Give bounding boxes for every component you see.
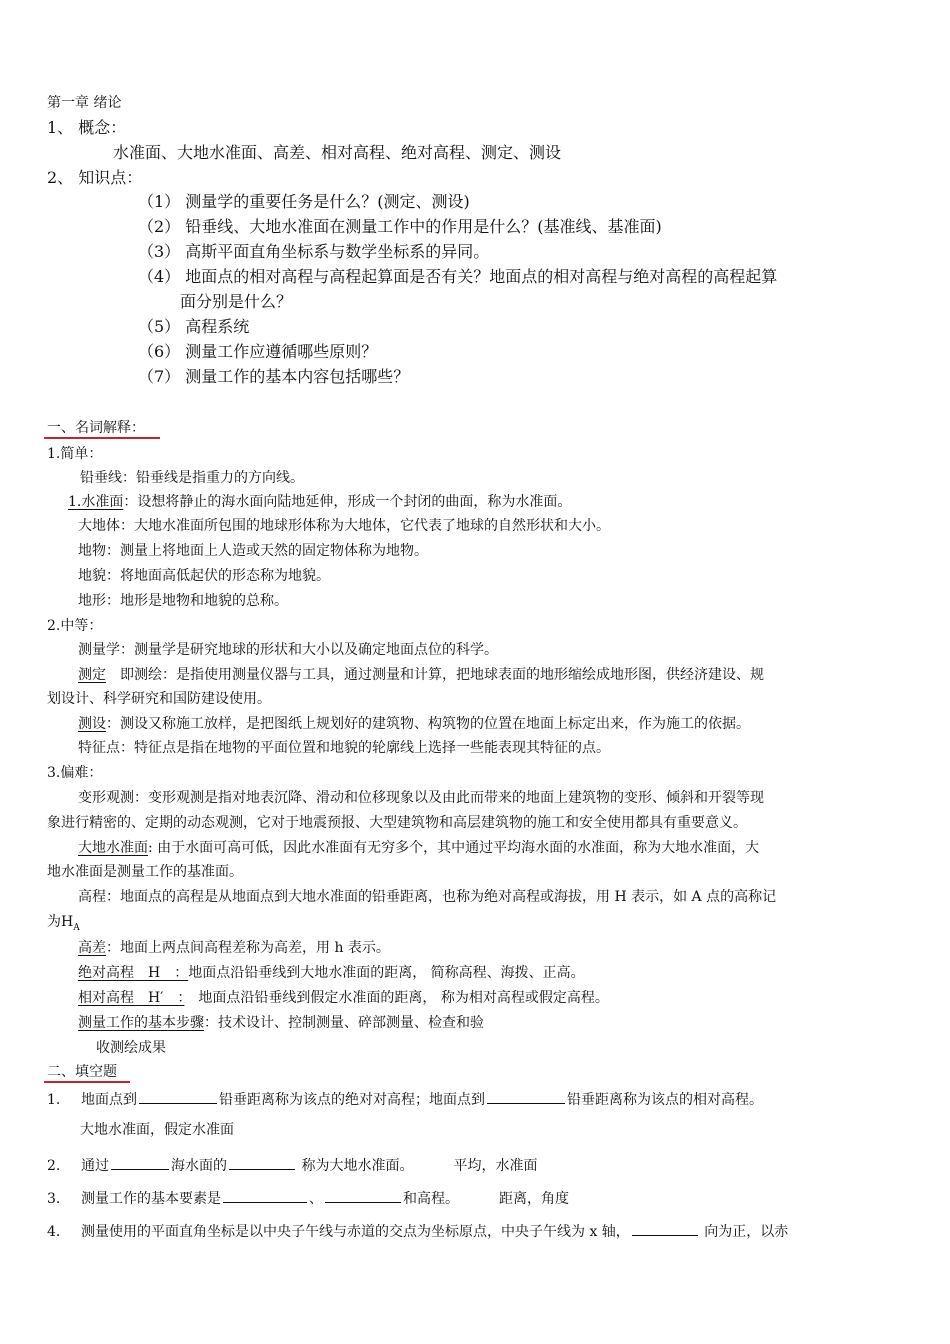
easy-label: 1.简单： — [47, 446, 103, 462]
concepts-label: 1、 概念： — [47, 118, 127, 137]
term-absolute-elevation: 绝对高程 H ：地面点沿铅垂线到大地水准面的距离， 简称高程、海拨、正高。 — [78, 965, 585, 981]
concepts-text: 水准面、大地水准面、高差、相对高程、绝对高程、测定、测设 — [113, 143, 562, 162]
term-deformation: 变形观测：变形观测是指对地表沉降、滑动和位移现象以及由此而带来的地面上建筑物的变形、倾斜和开裂等现 — [78, 790, 764, 806]
answer-blank — [325, 1188, 401, 1203]
term-geoid: 大地水准面: 由于水面可高可低，因此水准面有无穷多个，其中通过平均海水面的水准面，称为大地水准面，大 — [78, 840, 760, 856]
term-deformation-cont: 象进行精密的、定期的动态观测，它对于地震预报、大型建筑物和高层建筑物的施工和安全使用都具有重要意义。 — [47, 815, 747, 831]
knowledge-label: 2、 知识点： — [47, 168, 143, 187]
fill-heading: 二、填空题 — [47, 1064, 117, 1080]
chapter-title: 第一章 绪论 — [47, 95, 122, 111]
answer-blank — [111, 1155, 169, 1170]
knowledge-point-cont: 面分别是什么？ — [180, 292, 293, 311]
term-level-surface: 1.水准面：设想将静止的海水面向陆地延伸，形成一个封闭的曲面，称为水准面。 — [68, 494, 572, 510]
term-geoid-cont: 地水准面是测量工作的基准面。 — [47, 864, 243, 880]
term-plumb-line: 铅垂线：铅垂线是指重力的方向线。 — [80, 470, 304, 486]
answer-blank — [139, 1089, 217, 1104]
answer-blank — [632, 1221, 698, 1236]
term-elevation: 高程：地面点的高程是从地面点到大地水准面的铅垂距离，也称为绝对高程或海拔，用 H 表示，如 A 点的高称记 — [78, 889, 777, 905]
answer-blank — [487, 1089, 565, 1104]
term-measure: 测定 即测绘：是指使用测量仪器与工具，通过测量和计算，把地球表面的地形缩绘成地形图，供经济建设、规 — [78, 667, 764, 683]
term-basic-steps-cont: 收测绘成果 — [96, 1040, 166, 1056]
medium-label: 2.中等： — [47, 618, 103, 634]
question-1-answer: 大地水准面，假定水准面 — [80, 1122, 234, 1138]
term-height-diff: 高差：地面上两点间高程差称为高差，用 h 表示。 — [78, 940, 390, 956]
question-1: 1. 地面点到 铅垂距离称为该点的绝对对高程；地面点到 铅垂距离称为该点的相对高程。 — [47, 1089, 763, 1109]
hard-label: 3.偏难： — [47, 765, 103, 781]
knowledge-point: （4） 地面点的相对高程与高程起算面是否有关？地面点的相对高程与绝对高程的高程起算 — [138, 267, 778, 286]
question-3: 3. 测量工作的基本要素是 、 和高程。 距离，角度 — [47, 1188, 569, 1208]
knowledge-point: （1） 测量学的重要任务是什么？(测定、测设) — [138, 192, 470, 211]
term-key: 1.水准面 — [68, 494, 124, 510]
question-4: 4. 测量使用的平面直角坐标是以中央子午线与赤道的交点为坐标原点，中央子午线为 x 轴， 向为正，以赤 — [47, 1221, 788, 1241]
term-geoid-body: 大地体：大地水准面所包围的地球形体称为大地体，它代表了地球的自然形状和大小。 — [78, 518, 610, 534]
terms-heading: 一、名词解释： — [47, 420, 145, 436]
term-measure-cont: 划设计、科学研究和国防建设使用。 — [47, 691, 271, 707]
term-layout: 测设：测设又称施工放样，是把图纸上规划好的建筑物、构筑物的位置在地面上标定出来，作为施工的依据。 — [78, 716, 750, 732]
answer-blank — [223, 1188, 307, 1203]
term-landform: 地貌：将地面高低起伏的形态称为地貌。 — [78, 568, 330, 584]
term-elevation-cont: 为$H_A$ — [47, 914, 80, 933]
knowledge-point: （2） 铅垂线、大地水准面在测量工作中的作用是什么？(基准线、基准面) — [138, 217, 662, 236]
answer-blank — [229, 1155, 295, 1170]
term-surveying: 测量学：测量学是研究地球的形状和大小以及确定地面点位的科学。 — [78, 642, 498, 658]
heading-underline — [44, 1081, 130, 1083]
term-relative-elevation: 相对高程 H′ ： 地面点沿铅垂线到假定水准面的距离， 称为相对高程或假定高程。 — [78, 990, 609, 1006]
knowledge-point: （3） 高斯平面直角坐标系与数学坐标系的异同。 — [138, 242, 490, 261]
heading-underline — [44, 437, 160, 439]
term-ground-object: 地物：测量上将地面上人造或天然的固定物体称为地物。 — [78, 543, 428, 559]
term-feature-point: 特征点：特征点是指在地物的平面位置和地貌的轮廓线上选择一些能表现其特征的点。 — [78, 740, 610, 756]
term-basic-steps: 测量工作的基本步骤：技术设计、控制测量、碎部测量、检查和验 — [78, 1015, 484, 1031]
question-2: 2. 通过 海水面的 称为大地水准面。 平均，水准面 — [47, 1155, 537, 1175]
question-2-answer: 平均，水准面 — [453, 1158, 538, 1174]
question-3-answer: 距离，角度 — [499, 1191, 569, 1207]
term-terrain: 地形：地形是地物和地貌的总称。 — [78, 593, 288, 609]
knowledge-point: （7） 测量工作的基本内容包括哪些？ — [138, 367, 410, 386]
knowledge-point: （6） 测量工作应遵循哪些原则？ — [138, 342, 378, 361]
knowledge-point: （5） 高程系统 — [138, 317, 250, 336]
